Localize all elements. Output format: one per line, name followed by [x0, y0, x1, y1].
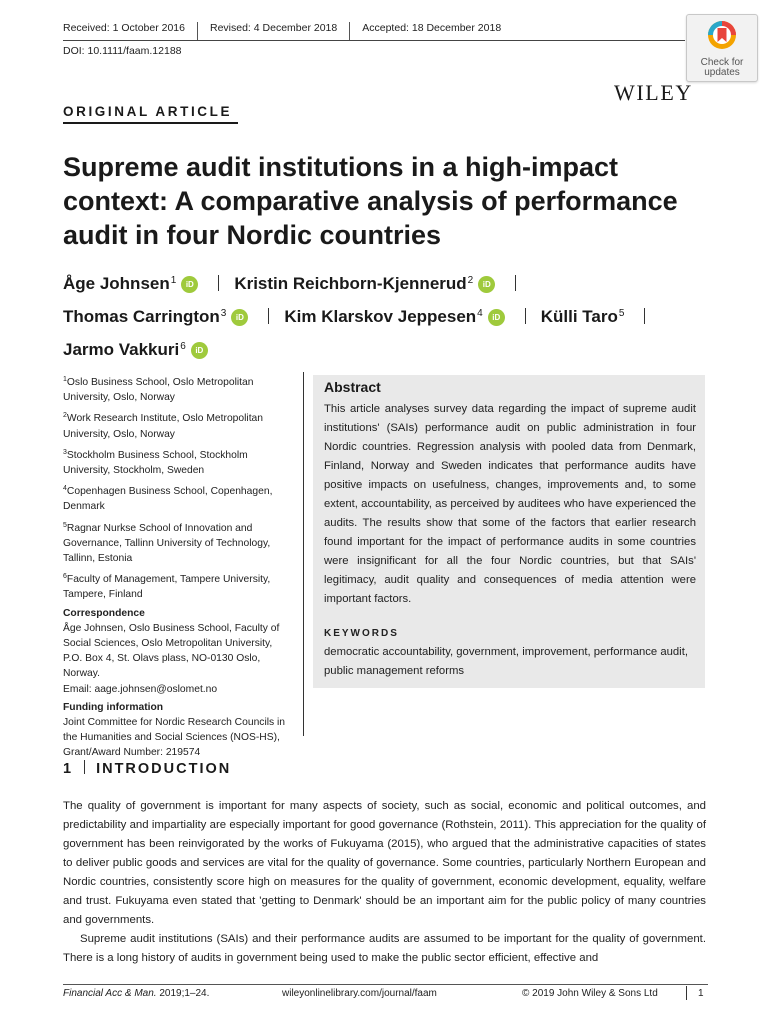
- affiliation: $^4$Copenhagen Business School, Copenhagen, Denmark: [63, 485, 273, 513]
- page-number: 1: [698, 988, 704, 999]
- author-separator: [644, 308, 645, 324]
- check-for-updates-button[interactable]: [686, 14, 758, 82]
- orcid-icon[interactable]: iD: [488, 309, 505, 326]
- affiliation: $^2$Work Research Institute, Oslo Metropolitan University, Oslo, Norway: [63, 412, 264, 440]
- publisher-logo: WILEY: [614, 80, 693, 105]
- footer-copyright: © 2019 John Wiley & Sons Ltd: [522, 988, 658, 999]
- article-type: ORIGINAL ARTICLE: [63, 104, 233, 119]
- correspondence-text: Åge Johnsen, Oslo Business School, Faculty of Social Sciences, Oslo Metropolitan University, P.O. Box 4, St. Olavs plass, NO-0130 Oslo, Norway.: [63, 622, 280, 680]
- divider: [349, 22, 350, 40]
- section-divider: [84, 760, 85, 774]
- orcid-icon[interactable]: iD: [191, 342, 208, 359]
- divider: [197, 22, 198, 40]
- affiliations-column: [63, 372, 291, 761]
- bookmark-ribbon-icon: [706, 19, 738, 51]
- doi[interactable]: DOI: 10.1111/faam.12188: [63, 45, 182, 57]
- column-divider: [303, 372, 304, 736]
- abstract-heading: Abstract: [324, 379, 381, 395]
- article-type-underline: [63, 122, 238, 124]
- affiliation: $^5$Ragnar Nurkse School of Innovation and Governance, Tallinn University of Technology, Tallinn, Estonia: [63, 521, 271, 565]
- orcid-icon[interactable]: iD: [478, 276, 495, 293]
- check-for-updates-label: Check for updates: [700, 57, 744, 78]
- paragraph: The quality of government is important for many aspects of society, such as social, economic and political outcomes, and predictability and impartiality are especially important for good governance (Rothstein, 2011). This appreciation for the quality of government has been reinvigorated by the works of Fukuyama (2015), who argued that the administrative capacities of states to deliver public goods and services are vital for the quality of governance. Some countries, particularly Northern European and Nordic countries, consistently score high on measures for the quality of government, economic development, equality, welfare and trust. Fukuyama even stated that 'getting to Denmark' should be an important aim for the public policy of many countries and governments.: [63, 800, 706, 926]
- footer-rule: [63, 984, 708, 985]
- header-rule: [63, 40, 685, 41]
- affiliation: $^3$Stockholm Business School, Stockholm University, Stockholm, Sweden: [63, 448, 248, 477]
- orcid-icon[interactable]: iD: [181, 276, 198, 293]
- affiliation: $^1$Oslo Business School, Oslo Metropolitan University, Oslo, Norway: [63, 376, 254, 404]
- footer-url[interactable]: wileyonlinelibrary.com/journal/faam: [282, 988, 437, 999]
- author[interactable]: Jarmo Vakkuri$^6$ iD: [63, 332, 208, 365]
- article-title: Supreme audit institutions in a high-impact context: A comparative analysis of performance audit in four Nordic countries: [63, 152, 678, 250]
- funding-label: Funding information: [63, 701, 164, 713]
- author-separator: [268, 308, 269, 324]
- keywords-text: democratic accountability, government, improvement, performance audit, public management reforms: [324, 646, 688, 677]
- received-date: Received: 1 October 2016: [63, 22, 185, 34]
- keywords-heading: KEYWORDS: [324, 628, 399, 639]
- author-separator: [515, 275, 516, 291]
- revised-date: Revised: 4 December 2018: [210, 22, 338, 34]
- correspondence-label: Correspondence: [63, 607, 145, 619]
- author-list: [63, 266, 723, 365]
- author[interactable]: Külli Taro$^5$: [540, 307, 625, 326]
- footer-citation: Financial Acc & Man. 2019;1–24.: [63, 988, 210, 999]
- correspondence-email[interactable]: Email: aage.johnsen@oslomet.no: [63, 683, 218, 695]
- orcid-icon[interactable]: iD: [231, 309, 248, 326]
- author-separator: [218, 275, 219, 291]
- author[interactable]: Kristin Reichborn-Kjennerud$^2$ iD: [234, 266, 495, 299]
- section-heading: [63, 760, 231, 777]
- abstract-box: [313, 375, 705, 688]
- author[interactable]: Åge Johnsen$^1$ iD: [63, 266, 198, 299]
- paragraph: Supreme audit institutions (SAIs) and their performance audits are assumed to be important for the quality of government. There is a long history of audits in government being used to make the public sector efficient, effective and: [63, 933, 706, 964]
- author[interactable]: Kim Klarskov Jeppesen$^4$ iD: [284, 299, 504, 332]
- section-number: 1: [63, 761, 74, 777]
- section-title: INTRODUCTION: [96, 761, 232, 777]
- author-separator: [525, 308, 526, 324]
- publication-history: [63, 22, 501, 40]
- affiliation: $^6$Faculty of Management, Tampere University, Tampere, Finland: [63, 573, 271, 601]
- funding-text: Joint Committee for Nordic Research Councils in the Humanities and Social Sciences (NOS-HS), Grant/Award Number: 219574: [63, 717, 286, 759]
- abstract-text: This article analyses survey data regarding the impact of supreme audit institutions' (SAIs) performance audit on public administration in four Nordic countries. Regression analysis with pooled data from Denmark, Finland, Norway and Sweden indicates that performance audits have positive impacts on usefulness, changes, improvements and, to some extent, accountability, as perceived by auditees who have experienced the audits. The results show that some of the factors that earlier research found important for the impact of performance audits in some countries were insignificant for all the four Nordic countries, but that SAIs' legitimacy, audit quality and consequences of media attention were important factors.: [324, 403, 696, 605]
- author[interactable]: Thomas Carrington$^3$ iD: [63, 299, 248, 332]
- accepted-date: Accepted: 18 December 2018: [362, 22, 502, 34]
- footer-divider: [686, 986, 687, 1000]
- body-text: [63, 797, 706, 968]
